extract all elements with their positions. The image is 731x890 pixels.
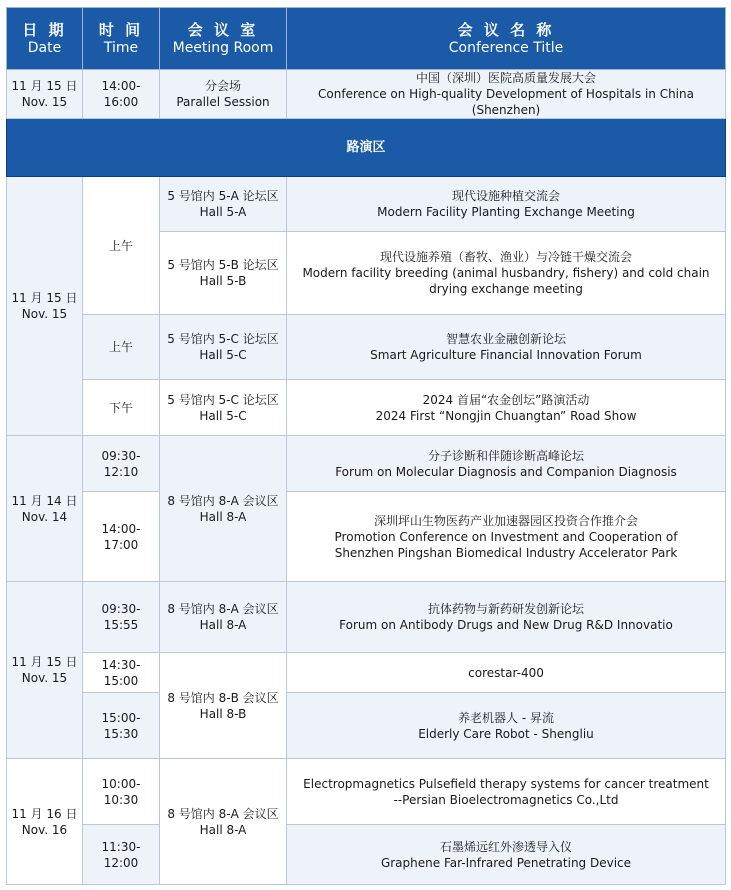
date-zh: 11 月 15 日 (11, 79, 78, 93)
section-title: 路演区 (7, 119, 726, 177)
title-en: Forum on Molecular Diagnosis and Companion Diagnosis (335, 464, 677, 479)
time-cell: 09:30-12:10 (83, 436, 160, 492)
room-en: Hall 8-A (199, 822, 247, 837)
title-en: Shenzhen Pingshan Biomedical Industry Accelerator Park (334, 545, 678, 560)
room-cell (160, 70, 287, 119)
room-en: Hall 8-B (199, 706, 247, 721)
title-cell (287, 436, 726, 492)
title-en: Modern Facility Planting Exchange Meeting (377, 205, 635, 219)
date-en: Nov. 16 (21, 822, 68, 837)
title-zh: 现代设施种植交流会 (451, 189, 560, 203)
time-cell: 下午 (83, 380, 160, 436)
room-zh: 8 号馆内 8-A 会议区 (167, 493, 279, 508)
room-en: Hall 5-A (199, 205, 247, 219)
date-cell (7, 177, 83, 436)
section-row (7, 119, 726, 177)
header-title-en: Conference Title (448, 39, 564, 56)
date-zh: 11 月 15 日 (11, 655, 78, 669)
time-cell: 上午 (83, 177, 160, 315)
title-cell (287, 492, 726, 582)
room-zh: 5 号馆内 5-B 论坛区 (167, 258, 279, 272)
title-zh: 石墨烯远红外渗透导入仪 (439, 839, 572, 854)
date-zh: 11 月 15 日 (11, 291, 78, 305)
title-en: Modern facility breeding (animal husbandry, fishery) and cold chain (302, 266, 710, 280)
title-cell (287, 693, 726, 759)
header-title-zh: 会 议 名 称 (457, 20, 555, 39)
header-time-zh: 时 间 (98, 20, 144, 39)
room-zh: 8 号馆内 8-B 会议区 (167, 690, 279, 705)
title-en: Smart Agriculture Financial Innovation Forum (370, 348, 642, 362)
title-cell: corestar-400 (287, 653, 726, 693)
header-date-zh: 日 期 (22, 20, 67, 39)
title-zh: 2024 首届“农金创坛”路演活动 (422, 392, 590, 407)
room-en: Parallel Session (176, 95, 270, 109)
room-en: Hall 5-C (199, 348, 247, 362)
date-zh: 11 月 16 日 (11, 806, 78, 821)
header-date-en: Date (27, 39, 62, 56)
table-row (7, 582, 726, 653)
room-zh: 8 号馆内 8-A 会议区 (167, 806, 279, 821)
title-cell (287, 825, 726, 885)
table-row (7, 653, 726, 693)
title-en: Electropmagnetics Pulsefield therapy systems for cancer treatment (303, 776, 709, 791)
date-en: Nov. 15 (21, 95, 68, 109)
title-en: Conference on High-quality Development of Hospitals in China (Shenzhen) (318, 87, 694, 117)
title-cell (287, 380, 726, 436)
title-en: Graphene Far-Infrared Penetrating Device (380, 855, 632, 870)
title-zh: 深圳坪山生物医药产业加速器园区投资合作推介会 (373, 513, 638, 528)
title-cell (287, 177, 726, 232)
time-cell: 15:00-15:30 (83, 693, 160, 759)
header-time-en: Time (103, 39, 139, 56)
table-row (7, 693, 726, 759)
room-cell (160, 653, 287, 759)
title-en: drying exchange meeting (429, 282, 583, 296)
table-row (7, 315, 726, 380)
room-zh: 5 号馆内 5-A 论坛区 (167, 189, 279, 203)
time-cell: 14:00-17:00 (83, 492, 160, 582)
room-en: Hall 5-C (199, 408, 247, 423)
date-en: Nov. 15 (21, 307, 68, 321)
title-zh: 分子诊断和伴随诊断高峰论坛 (427, 448, 584, 463)
time-cell: 09:30-15:55 (83, 582, 160, 653)
table-row (7, 436, 726, 492)
room-en: Hall 8-A (199, 618, 247, 632)
title-zh: 现代设施养殖（畜牧、渔业）与冷链干燥交流会 (379, 250, 632, 264)
table-row (7, 492, 726, 582)
table-row (7, 70, 726, 119)
title-cell (287, 232, 726, 315)
room-zh: 5 号馆内 5-C 论坛区 (167, 332, 279, 346)
room-cell (160, 436, 287, 582)
room-zh: 分会场 (204, 79, 241, 93)
title-en: Forum on Antibody Drugs and New Drug R&D Innovatio (339, 618, 673, 632)
date-cell (7, 582, 83, 759)
room-cell (160, 177, 287, 232)
room-cell (160, 582, 287, 653)
time-cell: 10:00-10:30 (83, 759, 160, 825)
title-cell (287, 315, 726, 380)
room-zh: 5 号馆内 5-C 论坛区 (167, 392, 279, 407)
title-en: --Persian Bioelectromagnetics Co.,Ltd (393, 792, 619, 807)
time-cell: 上午 (83, 315, 160, 380)
room-en: Hall 8-A (199, 509, 247, 524)
date-en: Nov. 14 (21, 509, 68, 524)
room-cell (160, 380, 287, 436)
table-row (7, 177, 726, 232)
title-en: Promotion Conference on Investment and Cooperation of (334, 529, 678, 544)
header-room-zh: 会 议 室 (187, 20, 259, 39)
header-room-en: Meeting Room (172, 39, 274, 56)
header-row (7, 8, 726, 70)
title-en: Elderly Care Robot - Shengliu (418, 726, 594, 741)
room-cell (160, 759, 287, 885)
title-zh: 抗体药物与新药研发创新论坛 (427, 602, 584, 616)
title-cell (287, 582, 726, 653)
schedule-table (6, 7, 726, 885)
header-time (83, 8, 160, 70)
table-row (7, 759, 726, 825)
title-zh: 养老机器人 - 昇流 (458, 710, 554, 725)
date-en: Nov. 15 (21, 671, 68, 685)
title-cell (287, 70, 726, 119)
title-en: 2024 First “Nongjin Chuangtan” Road Show (375, 408, 637, 423)
date-cell (7, 436, 83, 582)
date-cell (7, 70, 83, 119)
table-row (7, 380, 726, 436)
title-cell (287, 759, 726, 825)
time-cell: 14:30-15:00 (83, 653, 160, 693)
time-cell: 11:30-12:00 (83, 825, 160, 885)
date-cell (7, 759, 83, 885)
room-cell (160, 315, 287, 380)
header-title (287, 8, 726, 70)
room-cell (160, 232, 287, 315)
table-row (7, 825, 726, 885)
room-zh: 8 号馆内 8-A 会议区 (167, 602, 279, 616)
header-date (7, 8, 83, 70)
room-en: Hall 5-B (199, 274, 247, 288)
time-cell: 14:00-16:00 (83, 70, 160, 119)
title-zh: 中国（深圳）医院高质量发展大会 (415, 71, 596, 85)
title-zh: 智慧农业金融创新论坛 (445, 332, 566, 346)
header-room (160, 8, 287, 70)
date-zh: 11 月 14 日 (11, 493, 78, 508)
